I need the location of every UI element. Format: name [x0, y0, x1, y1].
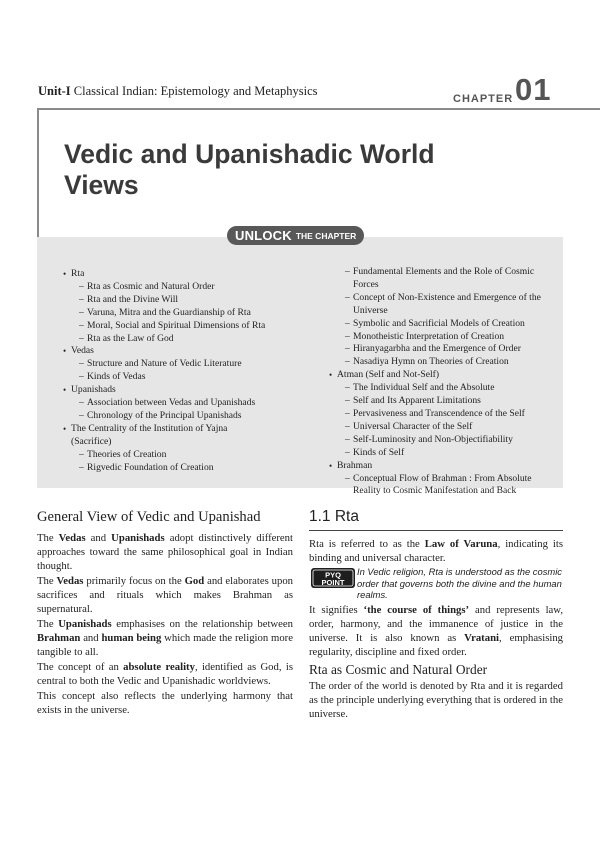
toc-item: – Chronology of the Principal Upanishads: [63, 410, 325, 423]
toc-column-1: [63, 268, 325, 475]
toc-item: • Brahman: [329, 460, 559, 473]
toc-item: – Conceptual Flow of Brahman : From Absolute: [329, 473, 559, 486]
unit-header: [38, 84, 318, 99]
toc-item: – Hiranyagarbha and the Emergence of Order: [329, 343, 559, 356]
paragraph: The Vedas and Upanishads adopt distinctively different approaches toward the same philosophical goal in Indian thought.: [37, 532, 293, 572]
paragraph: It signifies ‘the course of things’ and represents law, order, harmony, and the immanence of justice in the universe. It is also known as Vratani, emphasising regularity, discipline and fixed order.: [309, 604, 564, 658]
heading-divider: [309, 530, 563, 531]
toc-item: – Rta and the Divine Will: [63, 294, 325, 307]
paragraph: The concept of an absolute reality, identified as God, is central to both the Vedic and Upanishadic worldviews.: [37, 661, 293, 687]
toc-item: • Atman (Self and Not-Self): [329, 369, 559, 382]
paragraph: Rta is referred to as the Law of Varuna, indicating its binding and universal character.: [309, 538, 563, 564]
title-frame-top: [37, 108, 600, 110]
toc-item: – Universal Character of the Self: [329, 421, 559, 434]
pyq-note: In Vedic religion, Rta is understood as the cosmic order that governs both the divine and the human realms.: [357, 566, 562, 601]
pyq-point-icon: [310, 567, 356, 589]
paragraph: The Vedas primarily focus on the God and elaborates upon sacrifices and rituals which makes Brahman as supernatural.: [37, 575, 294, 615]
toc-item: • Upanishads: [63, 384, 325, 397]
toc-item: (Sacrifice): [71, 435, 112, 447]
chapter-title-line1: Vedic and Upanishadic World: [64, 139, 435, 169]
unlock-the-chapter-banner: [227, 226, 364, 245]
pyq-badge-top: PYQ: [325, 570, 341, 580]
toc-item: Universe: [353, 304, 388, 316]
title-frame-left: [37, 108, 39, 237]
chapter-title: [64, 139, 435, 201]
toc-item: – Structure and Nature of Vedic Literature: [63, 358, 325, 371]
paragraph: This concept also reflects the underlying harmony that exists in the universe.: [37, 690, 293, 716]
chapter-number: 01: [515, 72, 552, 107]
paragraph: The Upanishads emphasises on the relationship between Brahman and human being which made the religion more tangible to all.: [37, 618, 293, 658]
toc-item: – Pervasiveness and Transcendence of the Self: [329, 408, 559, 421]
subsection-heading: Rta as Cosmic and Natural Order: [309, 662, 488, 677]
toc-item: – Kinds of Self: [329, 447, 559, 460]
pyq-badge-bottom: POINT: [321, 578, 345, 587]
chapter-contents-box: [37, 237, 563, 497]
section-heading-general-view: General View of Vedic and Upanishad: [37, 509, 261, 525]
toc-column-2: [329, 266, 559, 498]
paragraph: The order of the world is denoted by Rta and it is regarded as the principle underlying everything that is ordered in the universe.: [309, 680, 563, 720]
unit-title: Classical Indian: Epistemology and Metaphysics: [73, 84, 318, 98]
toc-item: Reality to Cosmic Manifestation and Back: [353, 485, 517, 497]
toc-item: – Nasadiya Hymn on Theories of Creation: [329, 356, 559, 369]
toc-item: – Kinds of Vedas: [63, 371, 325, 384]
toc-item: – Concept of Non-Existence and Emergence of the: [329, 292, 559, 305]
toc-item: – Association between Vedas and Upanishads: [63, 397, 325, 410]
unit-label: Unit-I: [38, 84, 71, 98]
chapter-word: CHAPTER: [453, 93, 514, 105]
toc-item: • Rta: [63, 268, 325, 281]
toc-item: – Varuna, Mitra and the Guardianship of Rta: [63, 307, 325, 320]
chapter-title-line2: Views: [64, 170, 139, 200]
toc-item: – Rta as the Law of God: [63, 333, 325, 346]
toc-item: • Vedas: [63, 345, 325, 358]
toc-item: – Rigvedic Foundation of Creation: [63, 462, 325, 475]
toc-item: – Rta as Cosmic and Natural Order: [63, 281, 325, 294]
toc-item: – Fundamental Elements and the Role of Cosmic Forces: [329, 266, 559, 292]
toc-item: – Self-Luminosity and Non-Objectifiability: [329, 434, 559, 447]
toc-item: – Monotheistic Interpretation of Creation: [329, 331, 559, 344]
unlock-keyword: UNLOCK: [235, 228, 292, 243]
toc-item: – Self and Its Apparent Limitations: [329, 395, 559, 408]
toc-item: – The Individual Self and the Absolute: [329, 382, 559, 395]
unlock-rest: THE CHAPTER: [295, 230, 357, 241]
section-heading-rta: 1.1 Rta: [309, 508, 359, 525]
toc-item: – Moral, Social and Spiritual Dimensions of Rta: [63, 320, 325, 333]
toc-item: • The Centrality of the Institution of Yajna: [63, 423, 325, 436]
toc-item: – Theories of Creation: [63, 449, 325, 462]
toc-item: – Symbolic and Sacrificial Models of Creation: [329, 318, 559, 331]
